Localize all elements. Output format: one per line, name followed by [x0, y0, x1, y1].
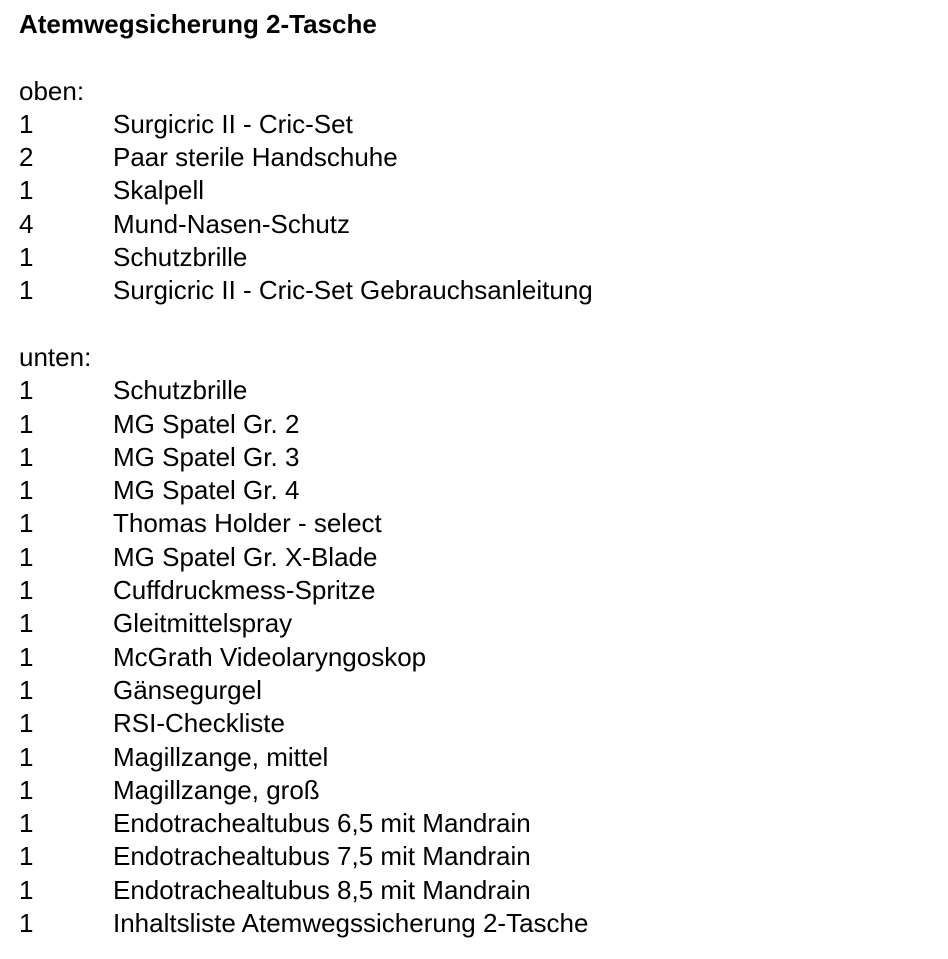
item-quantity: 1 — [19, 674, 34, 705]
list-item — [19, 641, 948, 674]
section-label: unten: — [19, 341, 92, 372]
item-quantity: 1 — [19, 608, 34, 639]
item-name: Magillzange, groß — [113, 774, 320, 805]
item-name: Schutzbrille — [113, 242, 248, 273]
list-item — [19, 774, 948, 807]
list-item — [19, 441, 948, 474]
item-quantity: 1 — [19, 841, 34, 872]
item-name: Endotrachealtubus 8,5 mit Mandrain — [113, 874, 531, 905]
item-name: Skalpell — [113, 175, 205, 206]
item-name: Surgicric II - Cric-Set — [113, 108, 353, 139]
list-item — [19, 241, 948, 274]
list-item — [19, 807, 948, 840]
list-item — [19, 108, 948, 141]
item-quantity: 1 — [19, 275, 34, 306]
item-quantity: 1 — [19, 441, 34, 472]
item-name: Schutzbrille — [113, 375, 248, 406]
item-quantity: 1 — [19, 408, 34, 439]
list-item — [19, 741, 948, 774]
item-quantity: 1 — [19, 741, 34, 772]
item-name: Thomas Holder - select — [113, 508, 382, 539]
list-item — [19, 840, 948, 873]
item-quantity: 2 — [19, 142, 34, 173]
item-name: Inhaltsliste Atemwegssicherung 2-Tasche — [113, 908, 589, 939]
item-name: Gänsegurgel — [113, 674, 262, 705]
item-name: McGrath Videolaryngoskop — [113, 641, 427, 672]
section-oben — [19, 75, 948, 308]
item-name: RSI-Checkliste — [113, 708, 285, 739]
list-item — [19, 707, 948, 740]
list-item — [19, 474, 948, 507]
section-label: oben: — [19, 75, 85, 106]
list-item — [19, 574, 948, 607]
spacer — [19, 308, 948, 341]
list-item — [19, 408, 948, 441]
item-quantity: 1 — [19, 108, 34, 139]
list-item — [19, 274, 948, 307]
list-item — [19, 874, 948, 907]
item-name: Gleitmittelspray — [113, 608, 293, 639]
item-quantity: 1 — [19, 808, 34, 839]
list-item — [19, 141, 948, 174]
item-quantity: 1 — [19, 641, 34, 672]
item-quantity: 1 — [19, 575, 34, 606]
section-unten — [19, 341, 948, 940]
item-name: Surgicric II - Cric-Set Gebrauchsanleitung — [113, 275, 593, 306]
item-quantity: 1 — [19, 475, 34, 506]
item-quantity: 1 — [19, 175, 34, 206]
list-item — [19, 541, 948, 574]
item-quantity: 1 — [19, 541, 34, 572]
document-title: Atemwegsicherung 2-Tasche — [19, 9, 377, 39]
item-quantity: 4 — [19, 208, 34, 239]
item-quantity: 1 — [19, 375, 34, 406]
list-item — [19, 374, 948, 407]
item-name: MG Spatel Gr. 2 — [113, 408, 300, 439]
item-name: Endotrachealtubus 7,5 mit Mandrain — [113, 841, 531, 872]
list-item — [19, 907, 948, 940]
item-name: Paar sterile Handschuhe — [113, 142, 398, 173]
list-item — [19, 208, 948, 241]
item-name: MG Spatel Gr. 4 — [113, 475, 300, 506]
item-name: Endotrachealtubus 6,5 mit Mandrain — [113, 808, 531, 839]
item-name: MG Spatel Gr. X-Blade — [113, 541, 378, 572]
item-quantity: 1 — [19, 908, 34, 939]
item-name: Mund-Nasen-Schutz — [113, 208, 350, 239]
item-quantity: 1 — [19, 708, 34, 739]
item-name: Magillzange, mittel — [113, 741, 329, 772]
item-quantity: 1 — [19, 874, 34, 905]
item-quantity: 1 — [19, 508, 34, 539]
item-name: Cuffdruckmess-Spritze — [113, 575, 376, 606]
list-item — [19, 607, 948, 640]
item-quantity: 1 — [19, 774, 34, 805]
list-item — [19, 674, 948, 707]
item-name: MG Spatel Gr. 3 — [113, 441, 300, 472]
spacer — [19, 41, 948, 74]
list-item — [19, 174, 948, 207]
list-item — [19, 507, 948, 540]
item-quantity: 1 — [19, 242, 34, 273]
